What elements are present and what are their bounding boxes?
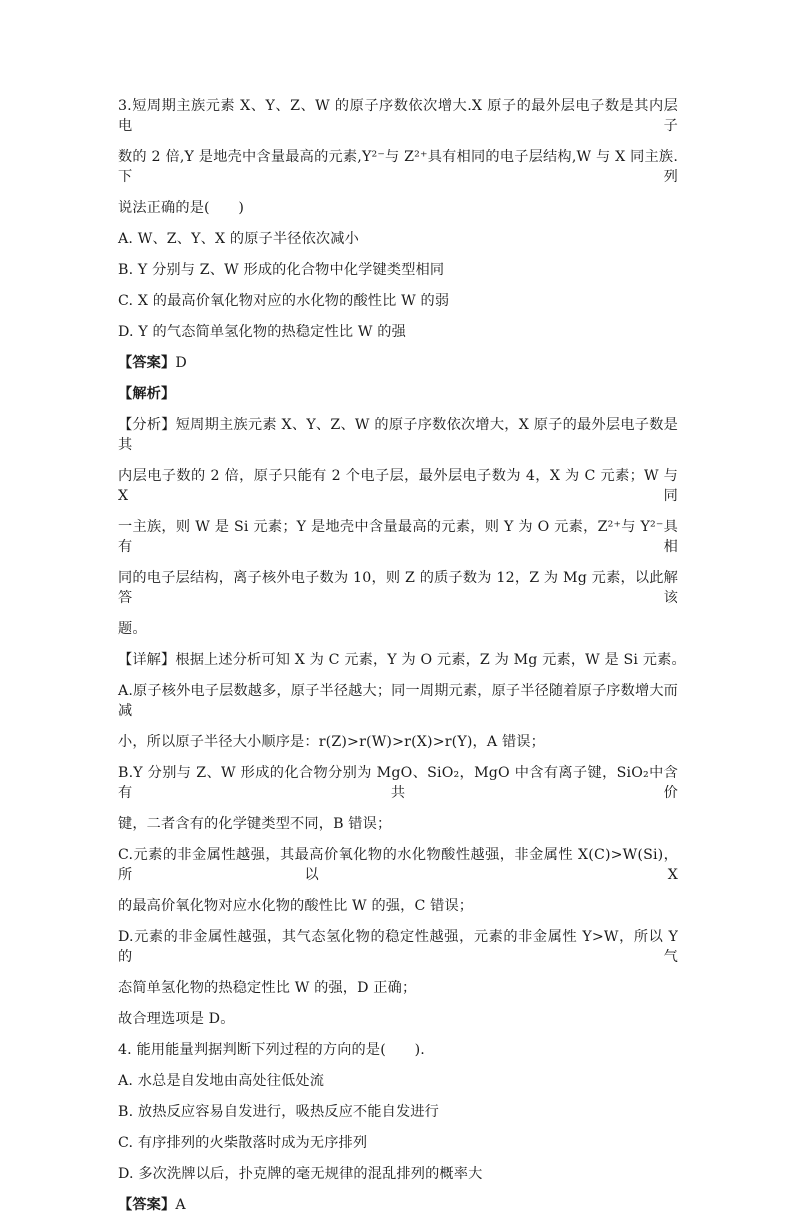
q3-detail-line-8: D.元素的非金属性越强，其气态氢化物的稳定性越强，元素的非金属性 Y>W，所以 Y 的气: [118, 929, 678, 965]
q3-stem-line-2: 数的 2 倍,Y 是地壳中含量最高的元素,Y²⁻与 Z²⁺具有相同的电子层结构,W 与 X 同主族.下列: [118, 149, 678, 185]
q3-analysis-line-5: 题。: [118, 621, 147, 637]
q3-detail-line-3: 小，所以原子半径大小顺序是：r(Z)>r(W)>r(X)>r(Y)，A 错误；: [118, 734, 545, 750]
q3-analysis-tag: 【解析】: [118, 386, 176, 402]
question-3: [118, 96, 686, 1029]
q3-analysis-line-2: 内层电子数的 2 倍，原子只能有 2 个电子层，最外层电子数为 4，X 为 C 元素；W 与 X 同: [118, 468, 678, 504]
q3-option-b: B. Y 分别与 Z、W 形成的化合物中化学键类型相同: [118, 262, 445, 278]
q3-option-d: D. Y 的气态简单氢化物的热稳定性比 W 的强: [118, 324, 406, 340]
q3-stem-line-3: 说法正确的是( ): [118, 200, 245, 216]
q3-detail-line-9: 态简单氢化物的热稳定性比 W 的强，D 正确；: [118, 980, 417, 996]
document-page: [118, 96, 686, 1226]
q4-stem: 4. 能用能量判据判断下列过程的方向的是( ).: [118, 1042, 425, 1058]
q3-answer: [118, 353, 678, 373]
q3-answer-tag: 【答案】: [118, 355, 176, 371]
q4-answer-tag: 【答案】: [118, 1197, 176, 1213]
q3-detail-line-1: 【详解】根据上述分析可知 X 为 C 元素，Y 为 O 元素，Z 为 Mg 元素，W 是 Si 元素。: [118, 652, 686, 668]
q4-answer: [118, 1195, 678, 1215]
q4-option-a: A. 水总是自发地由高处往低处流: [118, 1073, 325, 1089]
question-4: [118, 1040, 678, 1215]
q3-detail-line-7: 的最高价氧化物对应水化物的酸性比 W 的强，C 错误；: [118, 898, 474, 914]
q3-analysis-heading: [118, 384, 678, 404]
q3-analysis-line-4: 同的电子层结构，离子核外电子数为 10，则 Z 的质子数为 12，Z 为 Mg 元素，以此解答该: [118, 570, 678, 606]
q3-analysis-line-3: 一主族，则 W 是 Si 元素；Y 是地壳中含量最高的元素，则 Y 为 O 元素，Z²⁺与 Y²⁻具有相: [118, 519, 678, 555]
q3-detail-line-2: A.原子核外电子层数越多，原子半径越大；同一周期元素，原子半径随着原子序数增大而减: [118, 683, 678, 719]
q4-option-d: D. 多次洗牌以后，扑克牌的毫无规律的混乱排列的概率大: [118, 1166, 483, 1182]
q3-answer-value: D: [175, 355, 187, 371]
q3-option-a: A. W、Z、Y、X 的原子半径依次减小: [118, 231, 359, 247]
q4-answer-value: A: [175, 1197, 186, 1213]
q3-analysis-line-1: 【分析】短周期主族元素 X、Y、Z、W 的原子序数依次增大，X 原子的最外层电子数是其: [118, 417, 678, 453]
q3-detail-line-10: 故合理选项是 D。: [118, 1011, 235, 1027]
q3-stem-line-1: 3.短周期主族元素 X、Y、Z、W 的原子序数依次增大.X 原子的最外层电子数是其内层电子: [118, 98, 678, 134]
q3-detail-line-4: B.Y 分别与 Z、W 形成的化合物分别为 MgO、SiO₂，MgO 中含有离子键，SiO₂中含有共价: [118, 765, 678, 801]
q4-option-c: C. 有序排列的火柴散落时成为无序排列: [118, 1135, 368, 1151]
q3-detail-line-5: 键，二者含有的化学键类型不同，B 错误；: [118, 816, 392, 832]
q3-detail-line-6: C.元素的非金属性越强，其最高价氧化物的水化物酸性越强，非金属性 X(C)>W(Si)，所以 X: [118, 847, 678, 883]
q4-option-b: B. 放热反应容易自发进行，吸热反应不能自发进行: [118, 1104, 439, 1120]
q3-option-c: C. X 的最高价氧化物对应的水化物的酸性比 W 的弱: [118, 293, 450, 309]
